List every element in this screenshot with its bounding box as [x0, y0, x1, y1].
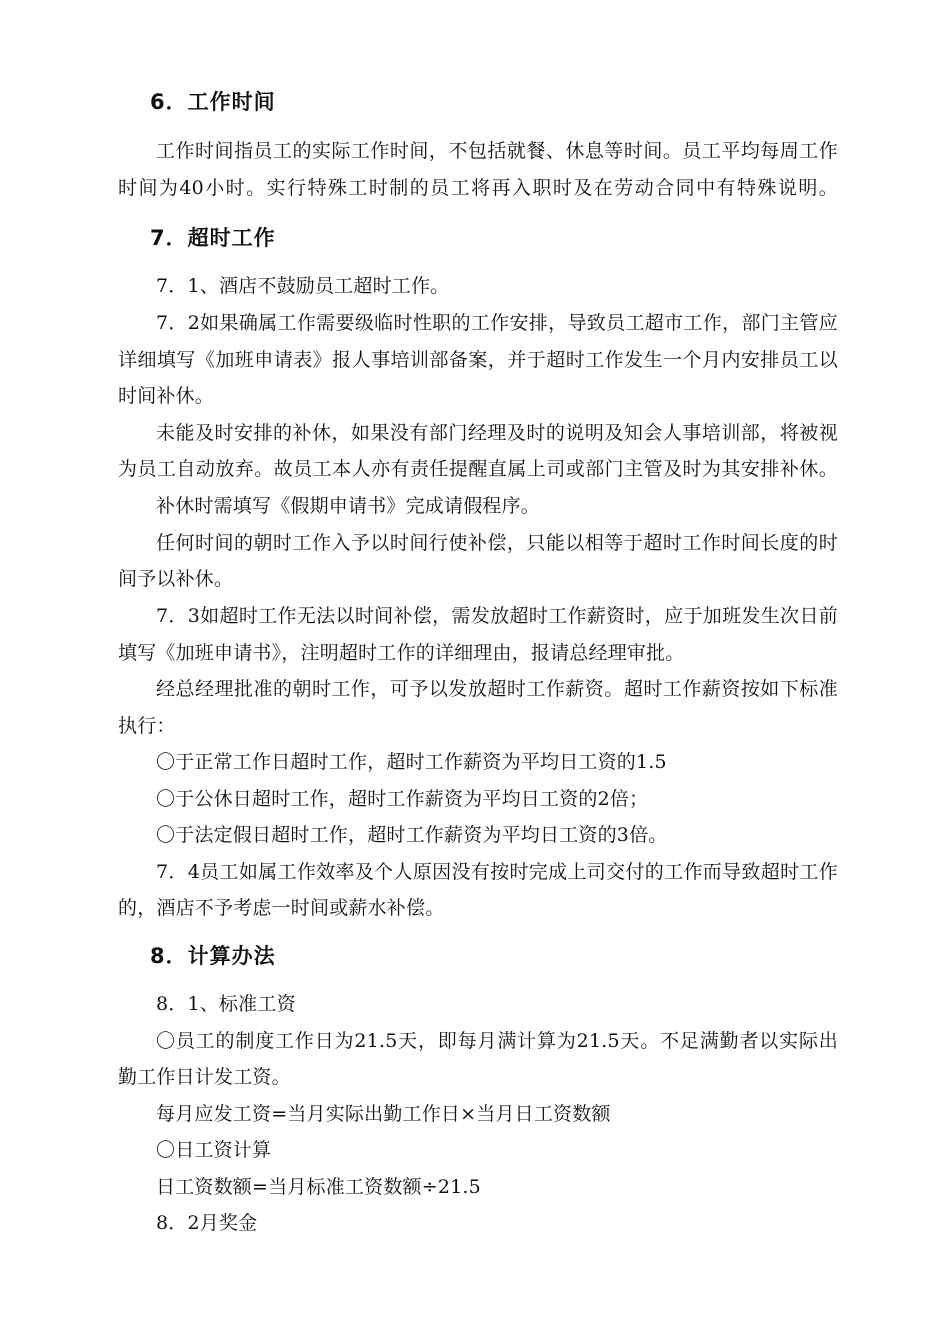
paragraph-line: 执行：	[118, 715, 176, 737]
paragraph-line: 时间补休。	[118, 385, 215, 407]
formula-line: 每月应发工资=当月实际出勤工作日×当月日工资数额	[156, 1103, 611, 1125]
list-item: 〇于法定假日超时工作，超时工作薪资为平均日工资的3倍。	[156, 824, 668, 846]
list-item: 〇于公休日超时工作，超时工作薪资为平均日工资的2倍；	[156, 788, 649, 810]
paragraph-line: 为员工自动放弃。故员工本人亦有责任提醒直属上司或部门主管及时为其安排补休。	[118, 458, 838, 480]
list-item: 〇员工的制度工作日为21.5天，即每月满计算为21.5天。不足满勤者以实际出	[156, 1030, 838, 1052]
paragraph-line: 补休时需填写《假期申请书》完成请假程序。	[156, 495, 541, 517]
paragraph-line: 时间为40小时。实行特殊工时制的员工将再入职时及在劳动合同中有特殊说明。	[118, 177, 838, 199]
paragraph-line: 工作时间指员工的实际工作时间，不包括就餐、休息等时间。员工平均每周工作	[156, 140, 838, 162]
paragraph-line: 经总经理批准的朝时工作，可予以发放超时工作薪资。超时工作薪资按如下标准	[156, 678, 838, 700]
paragraph-line: 的，酒店不予考虑一时间或薪水补偿。	[118, 897, 445, 919]
section-heading-8: 8．计算办法	[150, 944, 276, 968]
paragraph-line: 勤工作日计发工资。	[118, 1066, 291, 1088]
paragraph-line: 7．4员工如属工作效率及个人原因没有按时完成上司交付的工作而导致超时工作	[156, 861, 838, 883]
paragraph-line: 间予以补休。	[118, 568, 234, 590]
section-heading-6: 6．工作时间	[150, 90, 276, 114]
formula-line: 日工资数额=当月标准工资数额÷21.5	[156, 1176, 481, 1198]
paragraph-line: 7．3如超时工作无法以时间补偿，需发放超时工作薪资时，应于加班发生次日前	[156, 605, 838, 627]
paragraph-line: 8．2月奖金	[156, 1212, 258, 1234]
list-item: 〇于正常工作日超时工作，超时工作薪资为平均日工资的1.5	[156, 751, 667, 773]
paragraph-line: 未能及时安排的补休，如果没有部门经理及时的说明及知会人事培训部，将被视	[156, 422, 838, 444]
paragraph-line: 任何时间的朝时工作入予以时间行使补偿，只能以相等于超时工作时间长度的时	[156, 532, 838, 554]
paragraph-line: 8．1、标准工资	[156, 993, 296, 1015]
paragraph-line: 7．1、酒店不鼓励员工超时工作。	[156, 275, 450, 297]
list-item: 〇日工资计算	[156, 1139, 272, 1161]
paragraph-line: 详细填写《加班申请表》报人事培训部备案，并于超时工作发生一个月内安排员工以	[118, 349, 838, 371]
paragraph-line: 填写《加班申请书》，注明超时工作的详细理由，报请总经理审批。	[118, 642, 685, 664]
paragraph-line: 7．2如果确属工作需要级临时性职的工作安排，导致员工超市工作，部门主管应	[156, 312, 838, 334]
section-heading-7: 7．超时工作	[150, 226, 276, 250]
